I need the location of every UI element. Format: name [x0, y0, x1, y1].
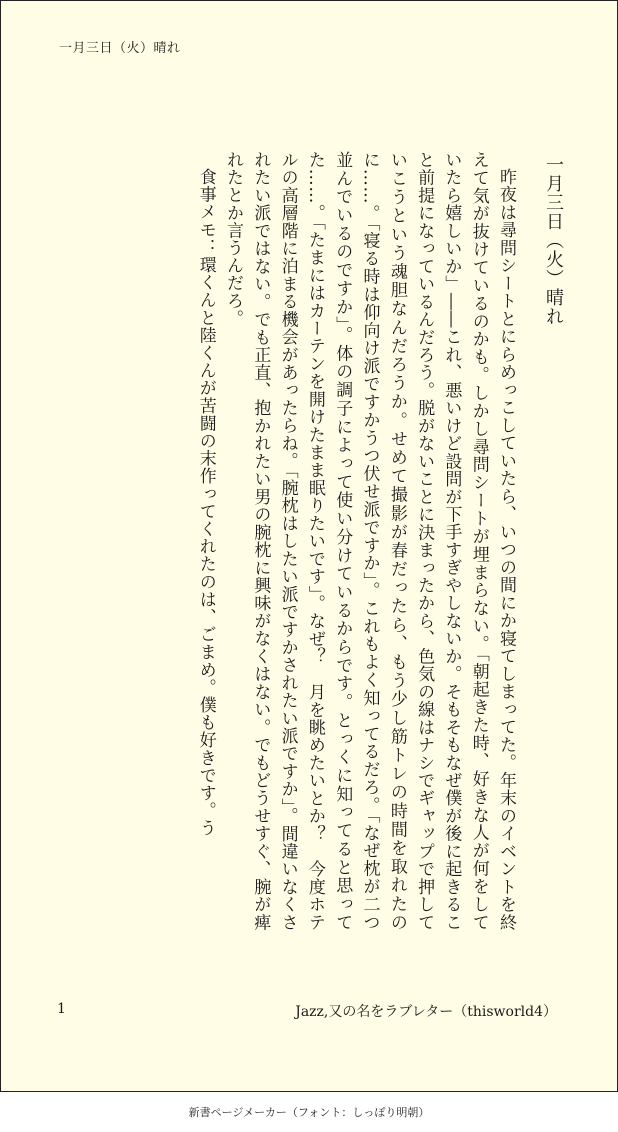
generator-credit: 新書ページメーカー（フォント：しっぽり明朝）	[188, 1106, 430, 1119]
chapter-title: 一月三日（火）晴れ	[543, 155, 564, 326]
main-text	[31, 151, 519, 931]
body-area	[59, 151, 565, 931]
work-title: Jazz,又の名をラブレター（thisworld4）	[295, 1004, 557, 1020]
paragraph: 食事メモ：環くんと陸くんが苦闘の末作ってくれたのは、ごまめ。僕も好きです。う	[195, 168, 216, 837]
running-header: 一月三日（火）晴れ	[59, 41, 181, 56]
page-number: 1	[57, 1001, 66, 1017]
paragraph: 昨夜は尋問シートとにらめっこしていたら、いつの間にか寝てしまってた。年末のイベントを終えて気が抜けているのかも。しかし尋問シートが埋まらない。「朝起きた時、好きな人が何をしていたら嬉しいか」――これ、悪いけど設問が下手すぎやしないか。そもそもなぜ僕が後に起きること前提になっているんだろう。脱がないことに決まったから、色気の線はナシでギャップで押していこうという魂胆なんだろうか。せめて撮影が春だったら、もう少し筋トレの時間を取れたのに……。「寝る時は仰向け派ですかうつ伏せ派ですか」。これもよく知ってるだろ。「なぜ枕が二つ並んでいるのですか」。体の調子によって使い分けているからです。とっくに知ってると思ってた……。「たまにはカーテンを開けたまま眠りたいです」。なぜ？ 月を眺めたいとか？ 今度ホテルの高層階に泊まる機会があったらね。「腕枕はしたい派ですかされたい派ですか」。間違いなくされたい派ではない。でも正直、抱かれたい男の腕枕に興味がなくはない。でもどうせすぐ、腕が痺れたとか言うんだろ。	[223, 151, 516, 931]
